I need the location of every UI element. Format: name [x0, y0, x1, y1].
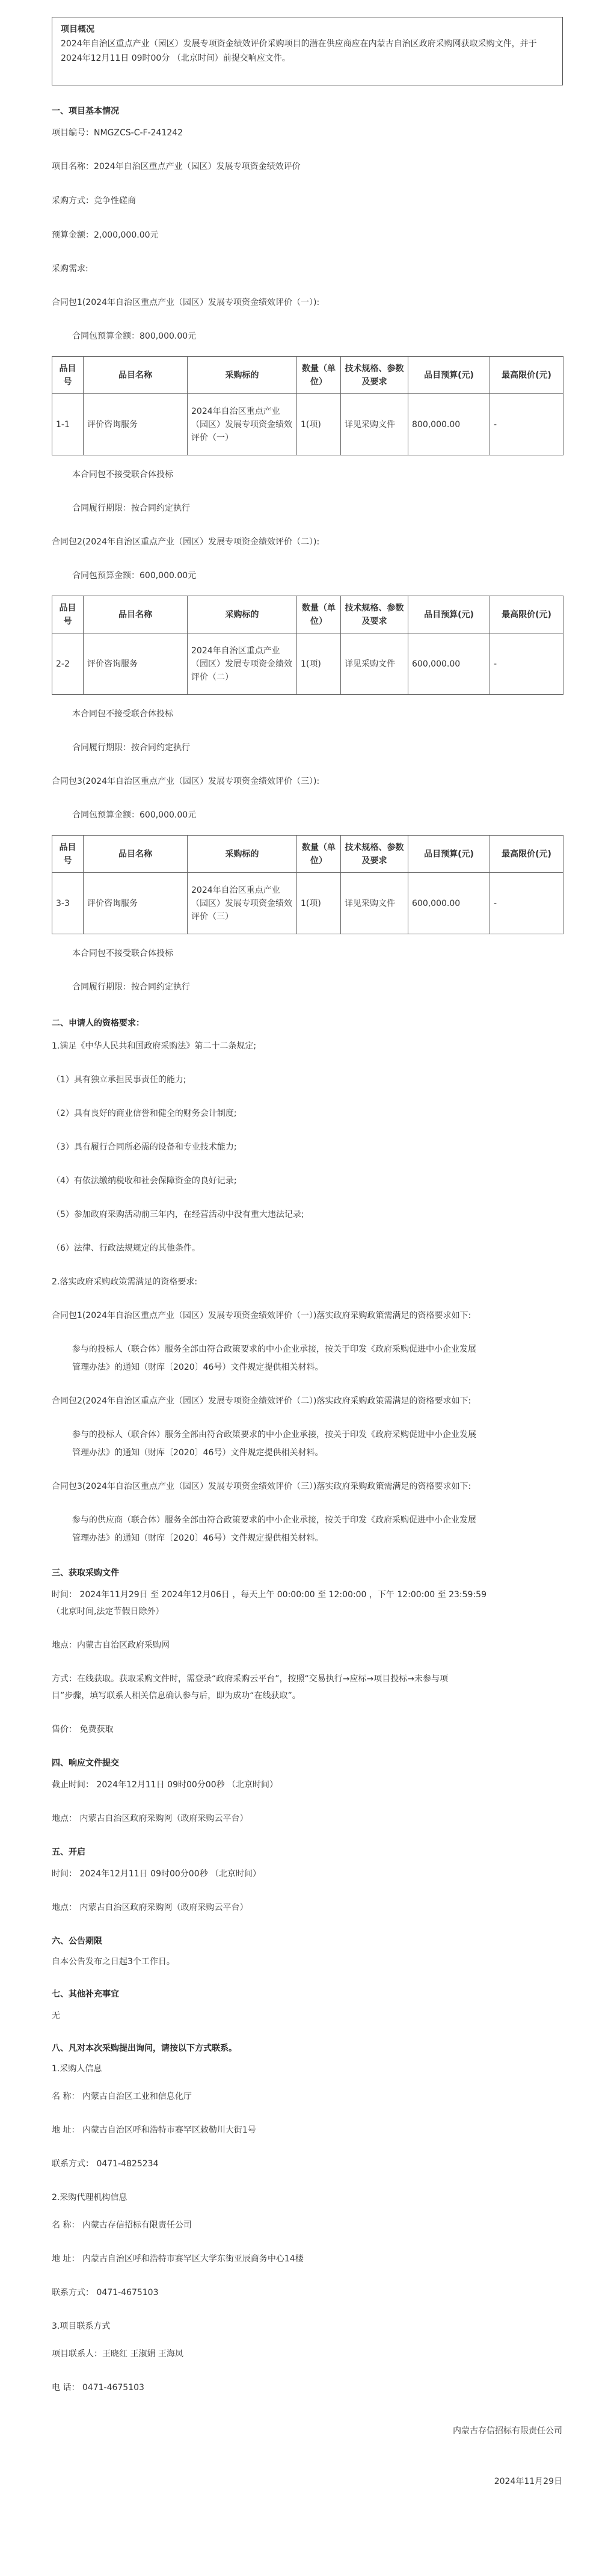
cell-item-name: 评价咨询服务 — [84, 633, 188, 695]
policy-1-line-1: 参与的投标人（联合体）服务全部由符合政策要求的中小企业承接，按关于印发《政府采购促进中小企业发展 — [72, 1345, 476, 1354]
col-header-item-budget: 品目预算(元) — [408, 596, 490, 633]
package-1-period: 合同履行期限：按合同约定执行 — [72, 504, 190, 513]
policy-2-line-2: 管理办法》的通知（财库〔2020〕46号）文件规定提供相关材料。 — [72, 1448, 324, 1458]
col-header-item-no: 品目号 — [52, 596, 84, 633]
col-header-item-no: 品目号 — [52, 357, 84, 394]
purchaser-name: 名 称： 内蒙古自治区工业和信息化厅 — [52, 2092, 192, 2101]
acquisition-price: 售价： 免费获取 — [52, 1725, 114, 1734]
cell-specs: 详见采购文件 — [341, 394, 408, 455]
project-number: 项目编号：NMGZCS-C-F-241242 — [52, 128, 183, 138]
section-4-heading: 四、响应文件提交 — [52, 1758, 119, 1768]
cell-max-price: - — [490, 394, 563, 455]
policy-intro: 2.落实政府采购政策需满足的资格要求: — [52, 1277, 198, 1287]
col-header-quantity: 数量（单位） — [297, 596, 341, 633]
table-row — [52, 633, 563, 695]
summary-title: 项目概况 — [61, 25, 94, 34]
package-1-title: 合同包1(2024年自治区重点产业（园区）发展专项资金绩效评价（一）): — [52, 298, 320, 307]
purchaser-phone: 联系方式： 0471-4825234 — [52, 2159, 159, 2169]
section-7-heading: 七、其他补充事宜 — [52, 1989, 119, 1999]
col-header-max-price: 最高限价(元) — [490, 836, 563, 873]
package-3-period: 合同履行期限：按合同约定执行 — [72, 982, 190, 992]
policy-3-line-2: 管理办法》的通知（财库〔2020〕46号）文件规定提供相关材料。 — [72, 1533, 324, 1543]
cell-quantity: 1(项) — [297, 633, 341, 695]
col-header-quantity: 数量（单位） — [297, 836, 341, 873]
col-header-specs: 技术规格、参数及要求 — [341, 357, 408, 394]
summary-text: 2024年自治区重点产业（园区）发展专项资金绩效评价采购项目的潜在供应商应在内蒙古自治区政府采购网获取采购文件，并于 2024年12月11日 09时00分 （北京时间）前提交响应文件。 — [61, 39, 537, 63]
cell-quantity: 1(项) — [297, 394, 341, 455]
col-header-subject: 采购标的 — [188, 357, 297, 394]
project-name: 项目名称：2024年自治区重点产业（园区）发展专项资金绩效评价 — [52, 162, 301, 171]
table-row — [52, 873, 563, 934]
project-contact-title: 3.项目联系方式 — [52, 2322, 111, 2331]
opening-time: 时间： 2024年12月11日 09时00分00秒 （北京时间） — [52, 1869, 262, 1879]
purchaser-info-title: 1.采购人信息 — [52, 2064, 102, 2074]
policy-1-title: 合同包1(2024年自治区重点产业（园区）发展专项资金绩效评价（一）)落实政府采购政策需满足的资格要求如下: — [52, 1311, 471, 1320]
package-3-budget: 合同包预算金额：600,000.00元 — [72, 810, 197, 820]
qualification-item-2: （2）具有良好的商业信誉和健全的财务会计制度; — [52, 1109, 237, 1118]
qualification-intro: 1.满足《中华人民共和国政府采购法》第二十二条规定; — [52, 1041, 257, 1051]
col-header-item-budget: 品目预算(元) — [408, 357, 490, 394]
package-3-title: 合同包3(2024年自治区重点产业（园区）发展专项资金绩效评价（三）): — [52, 777, 320, 786]
acquisition-method-line-1: 方式：在线获取。获取采购文件时，需登录“政府采购云平台”，按照“交易执行→应标→项目投标→未参与项 — [52, 1674, 448, 1684]
cell-subject: 2024年自治区重点产业（园区）发展专项资金绩效评价（一） — [188, 394, 297, 455]
section-1-heading: 一、项目基本情况 — [52, 106, 119, 116]
col-header-subject: 采购标的 — [188, 836, 297, 873]
cell-specs: 详见采购文件 — [341, 873, 408, 934]
package-1-table — [52, 356, 563, 455]
budget-amount: 预算金额：2,000,000.00元 — [52, 230, 159, 240]
signature-date: 2024年11月29日 — [494, 2477, 562, 2486]
cell-item-no: 1-1 — [52, 394, 84, 455]
section-6-heading: 六、公告期限 — [52, 1937, 102, 1946]
cell-specs: 详见采购文件 — [341, 633, 408, 695]
col-header-item-name: 品目名称 — [84, 357, 188, 394]
signature-organization: 内蒙古存信招标有限责任公司 — [453, 2426, 562, 2436]
cell-item-budget: 600,000.00 — [408, 873, 490, 934]
acquisition-time-line-2: （北京时间,法定节假日除外） — [52, 1607, 164, 1616]
submission-place: 地点： 内蒙古自治区政府采购网（政府采购云平台） — [52, 1814, 248, 1823]
col-header-item-budget: 品目预算(元) — [408, 836, 490, 873]
package-3-consortium: 本合同包不接受联合体投标 — [72, 949, 173, 958]
policy-3-line-1: 参与的供应商（联合体）服务全部由符合政策要求的中小企业承接，按关于印发《政府采购促进中小企业发展 — [72, 1515, 476, 1525]
project-contact-phone: 电 话： 0471-4675103 — [52, 2383, 144, 2393]
col-header-specs: 技术规格、参数及要求 — [341, 836, 408, 873]
cell-subject: 2024年自治区重点产业（园区）发展专项资金绩效评价（二） — [188, 633, 297, 695]
policy-2-line-1: 参与的投标人（联合体）服务全部由符合政策要求的中小企业承接，按关于印发《政府采购促进中小企业发展 — [72, 1430, 476, 1440]
cell-item-no: 3-3 — [52, 873, 84, 934]
acquisition-place: 地点：内蒙古自治区政府采购网 — [52, 1641, 170, 1650]
cell-item-budget: 600,000.00 — [408, 633, 490, 695]
cell-quantity: 1(项) — [297, 873, 341, 934]
cell-item-name: 评价咨询服务 — [84, 873, 188, 934]
agency-phone: 联系方式： 0471-4675103 — [52, 2288, 159, 2297]
section-2-heading: 二、申请人的资格要求： — [52, 1018, 144, 1028]
cell-max-price: - — [490, 633, 563, 695]
package-1-budget: 合同包预算金额：800,000.00元 — [72, 331, 197, 341]
procurement-demand-label: 采购需求: — [52, 264, 88, 274]
col-header-max-price: 最高限价(元) — [490, 596, 563, 633]
qualification-item-1: （1）具有独立承担民事责任的能力; — [52, 1075, 186, 1085]
submission-deadline: 截止时间： 2024年12月11日 09时00分00秒 （北京时间） — [52, 1780, 278, 1790]
table-row — [52, 394, 563, 455]
agency-address: 地 址： 内蒙古自治区呼和浩特市赛罕区大学东街亚辰商务中心14楼 — [52, 2254, 304, 2264]
section-8-heading: 八、凡对本次采购提出询问，请按以下方式联系。 — [52, 2044, 237, 2053]
purchaser-address: 地 址： 内蒙古自治区呼和浩特市赛罕区敕勒川大街1号 — [52, 2125, 256, 2135]
other-matters: 无 — [52, 2011, 60, 2021]
package-2-title: 合同包2(2024年自治区重点产业（园区）发展专项资金绩效评价（二）): — [52, 537, 320, 547]
qualification-item-4: （4）有依法缴纳税收和社会保障资金的良好记录; — [52, 1176, 237, 1186]
qualification-item-3: （3）具有履行合同所必需的设备和专业技术能力; — [52, 1142, 237, 1152]
agency-name: 名 称： 内蒙古存信招标有限责任公司 — [52, 2220, 192, 2230]
policy-2-title: 合同包2(2024年自治区重点产业（园区）发展专项资金绩效评价（二）)落实政府采购政策需满足的资格要求如下: — [52, 1396, 471, 1406]
col-header-quantity: 数量（单位） — [297, 357, 341, 394]
col-header-item-no: 品目号 — [52, 836, 84, 873]
project-summary-box — [52, 17, 563, 85]
section-3-heading: 三、获取采购文件 — [52, 1568, 119, 1578]
qualification-item-5: （5）参加政府采购活动前三年内，在经营活动中没有重大违法记录; — [52, 1210, 304, 1219]
project-contacts: 项目联系人：王晓红 王淑娟 王海凤 — [52, 2349, 183, 2359]
package-2-consortium: 本合同包不接受联合体投标 — [72, 709, 173, 719]
qualification-item-6: （6）法律、行政法规规定的其他条件。 — [52, 1243, 200, 1253]
acquisition-time-line-1: 时间： 2024年11月29日 至 2024年12月06日 ，每天上午 00:00:00 至 12:00:00 ，下午 12:00:00 至 23:59:59 — [52, 1590, 487, 1600]
agency-info-title: 2.采购代理机构信息 — [52, 2193, 127, 2202]
cell-item-budget: 800,000.00 — [408, 394, 490, 455]
cell-item-name: 评价咨询服务 — [84, 394, 188, 455]
section-5-heading: 五、开启 — [52, 1847, 85, 1857]
procurement-method: 采购方式：竞争性磋商 — [52, 196, 136, 206]
col-header-max-price: 最高限价(元) — [490, 357, 563, 394]
package-1-consortium: 本合同包不接受联合体投标 — [72, 470, 173, 479]
cell-max-price: - — [490, 873, 563, 934]
col-header-item-name: 品目名称 — [84, 596, 188, 633]
col-header-subject: 采购标的 — [188, 596, 297, 633]
package-2-table — [52, 596, 563, 695]
notice-period: 自本公告发布之日起3个工作日。 — [52, 1957, 175, 1967]
cell-item-no: 2-2 — [52, 633, 84, 695]
package-3-table — [52, 835, 563, 934]
package-2-period: 合同履行期限：按合同约定执行 — [72, 743, 190, 753]
acquisition-method-line-2: 目”步骤，填写联系人相关信息确认参与后，即为成功“在线获取”。 — [52, 1691, 301, 1701]
policy-1-line-2: 管理办法》的通知（财库〔2020〕46号）文件规定提供相关材料。 — [72, 1363, 324, 1372]
col-header-specs: 技术规格、参数及要求 — [341, 596, 408, 633]
cell-subject: 2024年自治区重点产业（园区）发展专项资金绩效评价（三） — [188, 873, 297, 934]
package-2-budget: 合同包预算金额：600,000.00元 — [72, 571, 197, 581]
policy-3-title: 合同包3(2024年自治区重点产业（园区）发展专项资金绩效评价（三）)落实政府采购政策需满足的资格要求如下: — [52, 1482, 471, 1491]
col-header-item-name: 品目名称 — [84, 836, 188, 873]
opening-place: 地点： 内蒙古自治区政府采购网（政府采购云平台） — [52, 1903, 248, 1912]
